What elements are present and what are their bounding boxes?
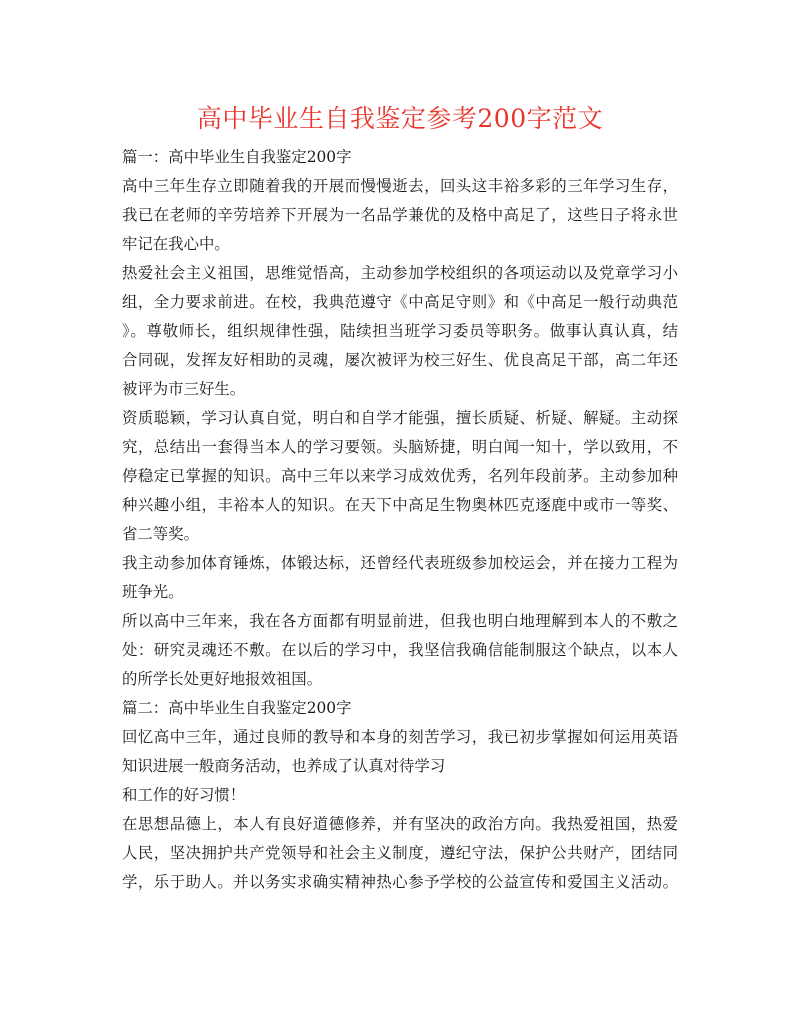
text-line: 篇一：高中毕业生自我鉴定200字 xyxy=(122,148,352,166)
text-line: 知识进展一般商务活动，也养成了认真对待学习 xyxy=(122,757,446,775)
document-title: 高中毕业生自我鉴定参考200字范文 xyxy=(196,104,604,133)
text-line: 在思想品德上，本人有良好道德修养，并有坚决的政治方向。我热爱祖国，热爱 xyxy=(122,815,678,833)
text-line: 被评为市三好生。 xyxy=(122,380,246,398)
text-line: 种兴趣小组，丰裕本人的知识。在天下中高足生物奥林匹克逐鹿中或市一等奖、 xyxy=(122,496,678,514)
text-line: 省二等奖。 xyxy=(122,525,199,543)
text-line: 我主动参加体育锤炼，体锻达标，还曾经代表班级参加校运会，并在接力工程为 xyxy=(122,554,678,572)
text-line: 所以高中三年来，我在各方面都有明显前进，但我也明白地理解到本人的不敷之 xyxy=(122,612,678,630)
text-line: 停稳定已掌握的知识。高中三年以来学习成效优秀，名列年段前茅。主动参加种 xyxy=(122,467,678,485)
text-line: 处：研究灵魂还不敷。在以后的学习中，我坚信我确信能制服这个缺点，以本人 xyxy=(122,641,678,659)
text-line: 和工作的好习惯！ xyxy=(122,786,246,804)
text-line: 组，全力要求前进。在校，我典范遵守《中高足守则》和《中高足一般行动典范 xyxy=(122,293,678,311)
text-line: 究，总结出一套得当本人的学习要领。头脑矫捷，明白闻一知十，学以致用，不 xyxy=(122,438,678,456)
document-page xyxy=(122,0,678,897)
text-line: 牢记在我心中。 xyxy=(122,235,230,253)
text-line: 合同砚，发挥友好相助的灵魂，屡次被评为校三好生、优良高足干部，高二年还 xyxy=(122,351,678,369)
text-line: 的所学长处更好地报效祖国。 xyxy=(122,670,323,688)
text-line: 热爱社会主义祖国，思维觉悟高，主动参加学校组织的各项运动以及党章学习小 xyxy=(122,264,678,282)
text-line: 资质聪颖，学习认真自觉，明白和自学才能强，擅长质疑、析疑、解疑。主动探 xyxy=(122,409,678,427)
text-line: 学，乐于助人。并以务实求确实精神热心参予学校的公益宣传和爱国主义活动。 xyxy=(122,873,678,891)
text-line: 我已在老师的辛劳培养下开展为一名品学兼优的及格中高足了，这些日子将永世 xyxy=(122,206,678,224)
document-body xyxy=(122,143,678,897)
text-line: 班争光。 xyxy=(122,583,184,601)
text-line: 人民，坚决拥护共产党领导和社会主义制度，遵纪守法，保护公共财产，团结同 xyxy=(122,844,678,862)
text-line: 回忆高中三年，通过良师的教导和本身的刻苦学习，我已初步掌握如何运用英语 xyxy=(122,728,678,746)
text-line: 》。尊敬师长，组织规律性强，陆续担当班学习委员等职务。做事认真认真，结 xyxy=(122,322,678,340)
text-line: 高中三年生存立即随着我的开展而慢慢逝去，回头这丰裕多彩的三年学习生存， xyxy=(122,177,678,195)
text-line: 篇二：高中毕业生自我鉴定200字 xyxy=(122,699,352,717)
